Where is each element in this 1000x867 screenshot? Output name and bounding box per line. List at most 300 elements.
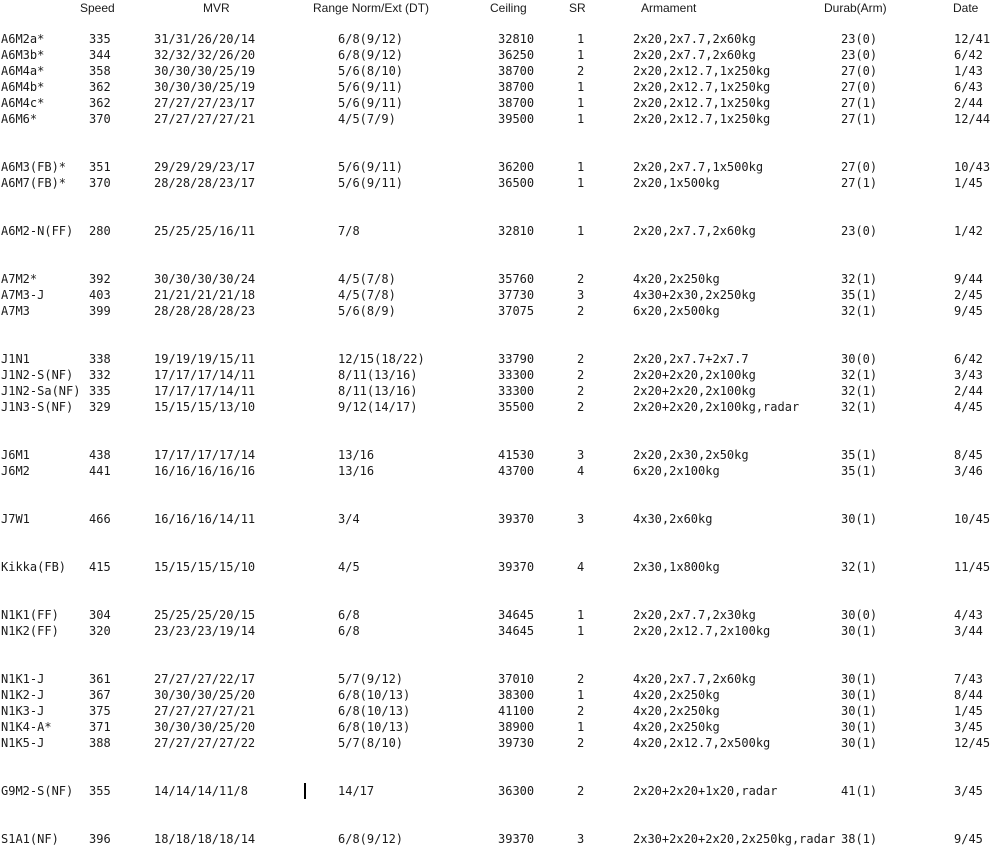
speed-value: 329 [89,400,111,414]
ceiling-value: 36500 [498,176,535,190]
ceiling-value: 37010 [498,672,535,686]
speed-value: 438 [89,448,111,462]
mvr-value: 17/17/17/14/11 [154,384,256,398]
aircraft-name: J1N2-Sa(NF) [1,384,81,398]
table-row [0,831,1000,847]
table-row [0,559,1000,575]
ceiling-value: 36250 [498,48,535,62]
armament-value: 2x20+2x20,2x100kg [633,384,756,398]
sr-value: 1 [577,608,585,622]
sr-value: 4 [577,464,585,478]
armament-value: 2x20,2x7.7,2x60kg [633,48,756,62]
range-value: 4/5 [338,560,360,574]
date-value: 9/45 [954,304,983,318]
range-value: 9/12(14/17) [338,400,418,414]
table-row [0,159,1000,175]
aircraft-name: A6M6* [1,112,38,126]
date-value: 3/43 [954,368,983,382]
speed-value: 280 [89,224,111,238]
speed-value: 396 [89,832,111,846]
date-value: 4/43 [954,608,983,622]
date-value: 2/44 [954,96,983,110]
ceiling-value: 39500 [498,112,535,126]
aircraft-name: S1A1(NF) [1,832,59,846]
mvr-value: 30/30/30/30/24 [154,272,256,286]
aircraft-name: J1N1 [1,352,30,366]
durability-value: 32(1) [841,304,878,318]
speed-value: 320 [89,624,111,638]
table-row [0,607,1000,623]
mvr-value: 27/27/27/27/21 [154,704,256,718]
speed-value: 338 [89,352,111,366]
header-sr: SR [569,1,586,15]
durability-value: 38(1) [841,832,878,846]
date-value: 6/42 [954,48,983,62]
durability-value: 27(1) [841,176,878,190]
table-row [0,447,1000,463]
header-date: Date [953,1,979,15]
durability-value: 35(1) [841,448,878,462]
range-value: 5/7(9/12) [338,672,404,686]
date-value: 1/45 [954,704,983,718]
date-value: 7/43 [954,672,983,686]
durability-value: 30(1) [841,512,878,526]
range-value: 5/6(8/9) [338,304,396,318]
mvr-value: 27/27/27/27/22 [154,736,256,750]
range-value: 5/6(9/11) [338,96,404,110]
range-value: 7/8 [338,224,360,238]
sr-value: 3 [577,288,585,302]
durability-value: 27(0) [841,80,878,94]
durability-value: 30(0) [841,352,878,366]
mvr-value: 30/30/30/25/20 [154,720,256,734]
speed-value: 344 [89,48,111,62]
speed-value: 335 [89,384,111,398]
sr-value: 2 [577,736,585,750]
table-row [0,719,1000,735]
mvr-value: 28/28/28/23/17 [154,176,256,190]
armament-value: 2x20,2x7.7,1x500kg [633,160,764,174]
ceiling-value: 36300 [498,784,535,798]
sr-value: 1 [577,80,585,94]
mvr-value: 30/30/30/25/20 [154,688,256,702]
durability-value: 30(1) [841,704,878,718]
ceiling-value: 38900 [498,720,535,734]
sr-value: 1 [577,48,585,62]
range-value: 8/11(13/16) [338,368,418,382]
speed-value: 355 [89,784,111,798]
armament-value: 2x20,2x7.7,2x30kg [633,608,756,622]
speed-value: 415 [89,560,111,574]
sr-value: 1 [577,176,585,190]
mvr-value: 30/30/30/25/19 [154,64,256,78]
speed-value: 332 [89,368,111,382]
range-value: 6/8(9/12) [338,832,404,846]
mvr-value: 15/15/15/13/10 [154,400,256,414]
range-value: 12/15(18/22) [338,352,425,366]
speed-value: 441 [89,464,111,478]
aircraft-name: N1K3-J [1,704,45,718]
mvr-value: 25/25/25/20/15 [154,608,256,622]
durability-value: 32(1) [841,368,878,382]
ceiling-value: 37075 [498,304,535,318]
aircraft-name: G9M2-S(NF) [1,784,74,798]
armament-value: 4x20,2x12.7,2x500kg [633,736,771,750]
table-row [0,303,1000,319]
ceiling-value: 38300 [498,688,535,702]
sr-value: 1 [577,624,585,638]
mvr-value: 19/19/19/15/11 [154,352,256,366]
table-row [0,623,1000,639]
aircraft-name: A6M2-N(FF) [1,224,74,238]
header-ceiling: Ceiling [490,1,527,15]
sr-value: 2 [577,64,585,78]
durability-value: 30(1) [841,624,878,638]
date-value: 2/45 [954,288,983,302]
ceiling-value: 39370 [498,832,535,846]
armament-value: 2x30+2x20+2x20,2x250kg,radar [633,832,836,846]
sr-value: 1 [577,720,585,734]
speed-value: 370 [89,176,111,190]
date-value: 11/45 [954,560,991,574]
armament-value: 2x30,1x800kg [633,560,720,574]
armament-value: 2x20+2x20,2x100kg,radar [633,400,800,414]
ceiling-value: 34645 [498,608,535,622]
aircraft-name: N1K2-J [1,688,45,702]
armament-value: 2x20,2x7.7,2x60kg [633,224,756,238]
header-mvr: MVR [203,1,230,15]
armament-value: 2x20,2x30,2x50kg [633,448,749,462]
header-durability: Durab(Arm) [824,1,887,15]
date-value: 3/45 [954,720,983,734]
sr-value: 1 [577,96,585,110]
armament-value: 6x20,2x500kg [633,304,720,318]
sr-value: 1 [577,32,585,46]
durability-value: 30(1) [841,736,878,750]
mvr-value: 23/23/23/19/14 [154,624,256,638]
sr-value: 1 [577,688,585,702]
sr-value: 2 [577,672,585,686]
ceiling-value: 36200 [498,160,535,174]
header-row [0,0,1000,16]
armament-value: 4x20,2x250kg [633,688,720,702]
range-value: 13/16 [338,464,375,478]
aircraft-name: A6M7(FB)* [1,176,67,190]
aircraft-name: Kikka(FB) [1,560,67,574]
ceiling-value: 39730 [498,736,535,750]
table-row [0,783,1000,799]
armament-value: 4x20,2x250kg [633,720,720,734]
date-value: 8/44 [954,688,983,702]
durability-value: 32(1) [841,560,878,574]
header-speed: Speed [80,1,115,15]
date-value: 10/43 [954,160,991,174]
durability-value: 30(1) [841,672,878,686]
range-value: 6/8 [338,608,360,622]
ceiling-value: 38700 [498,64,535,78]
sr-value: 2 [577,272,585,286]
speed-value: 371 [89,720,111,734]
ceiling-value: 41100 [498,704,535,718]
table-row [0,63,1000,79]
armament-value: 2x20,2x7.7+2x7.7 [633,352,749,366]
speed-value: 304 [89,608,111,622]
date-value: 8/45 [954,448,983,462]
mvr-value: 27/27/27/23/17 [154,96,256,110]
range-value: 5/7(8/10) [338,736,404,750]
armament-value: 2x20,1x500kg [633,176,720,190]
speed-value: 399 [89,304,111,318]
durability-value: 32(1) [841,384,878,398]
aircraft-name: J6M1 [1,448,30,462]
ceiling-value: 38700 [498,80,535,94]
armament-value: 2x20,2x12.7,1x250kg [633,80,771,94]
date-value: 3/45 [954,784,983,798]
durability-value: 35(1) [841,464,878,478]
date-value: 10/45 [954,512,991,526]
armament-value: 2x20,2x7.7,2x60kg [633,32,756,46]
speed-value: 375 [89,704,111,718]
ceiling-value: 32810 [498,224,535,238]
range-value: 13/16 [338,448,375,462]
aircraft-name: A7M2* [1,272,38,286]
durability-value: 30(0) [841,608,878,622]
speed-value: 370 [89,112,111,126]
range-value: 6/8(9/12) [338,32,404,46]
aircraft-name: N1K1-J [1,672,45,686]
armament-value: 4x20,2x250kg [633,704,720,718]
table-row [0,175,1000,191]
speed-value: 367 [89,688,111,702]
date-value: 6/43 [954,80,983,94]
armament-value: 4x30,2x60kg [633,512,713,526]
mvr-value: 17/17/17/14/11 [154,368,256,382]
range-value: 6/8 [338,624,360,638]
aircraft-name: J6M2 [1,464,30,478]
range-value: 8/11(13/16) [338,384,418,398]
aircraft-name: A6M4b* [1,80,45,94]
range-value: 3/4 [338,512,360,526]
range-value: 5/6(9/11) [338,176,404,190]
durability-value: 27(1) [841,96,878,110]
date-value: 9/45 [954,832,983,846]
mvr-value: 27/27/27/22/17 [154,672,256,686]
armament-value: 2x20+2x20,2x100kg [633,368,756,382]
armament-value: 2x20,2x12.7,1x250kg [633,96,771,110]
mvr-value: 16/16/16/16/16 [154,464,256,478]
speed-value: 361 [89,672,111,686]
ceiling-value: 34645 [498,624,535,638]
table-row [0,511,1000,527]
range-value: 6/8(10/13) [338,720,411,734]
durability-value: 27(0) [841,160,878,174]
aircraft-name: N1K4-A* [1,720,52,734]
durability-value: 23(0) [841,224,878,238]
table-row [0,95,1000,111]
mvr-value: 14/14/14/11/8 [154,784,248,798]
ceiling-value: 35500 [498,400,535,414]
speed-value: 358 [89,64,111,78]
aircraft-name: N1K1(FF) [1,608,59,622]
date-value: 4/45 [954,400,983,414]
durability-value: 23(0) [841,48,878,62]
armament-value: 2x20,2x12.7,2x100kg [633,624,771,638]
durability-value: 32(1) [841,272,878,286]
range-value: 6/8(10/13) [338,704,411,718]
table-row [0,687,1000,703]
table-row [0,223,1000,239]
sr-value: 1 [577,224,585,238]
ceiling-value: 33790 [498,352,535,366]
sr-value: 2 [577,400,585,414]
durability-value: 23(0) [841,32,878,46]
aircraft-name: J1N2-S(NF) [1,368,74,382]
armament-value: 2x20,2x12.7,1x250kg [633,64,771,78]
speed-value: 466 [89,512,111,526]
durability-value: 27(0) [841,64,878,78]
table-row [0,671,1000,687]
speed-value: 392 [89,272,111,286]
mvr-value: 27/27/27/27/21 [154,112,256,126]
table-row [0,111,1000,127]
durability-value: 32(1) [841,400,878,414]
speed-value: 403 [89,288,111,302]
date-value: 12/41 [954,32,991,46]
aircraft-name: A6M3(FB)* [1,160,67,174]
mvr-value: 32/32/32/26/20 [154,48,256,62]
aircraft-name: N1K2(FF) [1,624,59,638]
aircraft-name: A6M4a* [1,64,45,78]
table-row [0,31,1000,47]
armament-value: 6x20,2x100kg [633,464,720,478]
armament-value: 2x20,2x12.7,1x250kg [633,112,771,126]
date-value: 6/42 [954,352,983,366]
table-row [0,463,1000,479]
table-row [0,399,1000,415]
sr-value: 3 [577,512,585,526]
ceiling-value: 41530 [498,448,535,462]
date-value: 1/43 [954,64,983,78]
ceiling-value: 37730 [498,288,535,302]
aircraft-name: A7M3-J [1,288,45,302]
text-cursor [304,783,306,799]
speed-value: 362 [89,80,111,94]
speed-value: 388 [89,736,111,750]
aircraft-name: N1K5-J [1,736,45,750]
durability-value: 41(1) [841,784,878,798]
header-range: Range Norm/Ext (DT) [313,1,430,15]
ceiling-value: 33300 [498,368,535,382]
date-value: 1/45 [954,176,983,190]
durability-value: 30(1) [841,688,878,702]
speed-value: 362 [89,96,111,110]
table-row [0,703,1000,719]
table-row [0,383,1000,399]
range-value: 6/8(9/12) [338,48,404,62]
table-row [0,79,1000,95]
mvr-value: 28/28/28/28/23 [154,304,256,318]
sr-value: 2 [577,352,585,366]
armament-value: 4x20,2x7.7,2x60kg [633,672,756,686]
armament-value: 4x30+2x30,2x250kg [633,288,756,302]
mvr-value: 29/29/29/23/17 [154,160,256,174]
armament-value: 2x20+2x20+1x20,radar [633,784,778,798]
range-value: 4/5(7/8) [338,272,396,286]
range-value: 6/8(10/13) [338,688,411,702]
aircraft-name: A7M3 [1,304,30,318]
sr-value: 2 [577,704,585,718]
sr-value: 2 [577,368,585,382]
mvr-value: 31/31/26/20/14 [154,32,256,46]
date-value: 9/44 [954,272,983,286]
mvr-value: 25/25/25/16/11 [154,224,256,238]
aircraft-name: J1N3-S(NF) [1,400,74,414]
ceiling-value: 35760 [498,272,535,286]
range-value: 5/6(8/10) [338,64,404,78]
sr-value: 1 [577,160,585,174]
table-row [0,735,1000,751]
range-value: 5/6(9/11) [338,160,404,174]
table-row [0,271,1000,287]
aircraft-name: A6M4c* [1,96,45,110]
sr-value: 1 [577,112,585,126]
mvr-value: 21/21/21/21/18 [154,288,256,302]
mvr-value: 30/30/30/25/19 [154,80,256,94]
table-row [0,287,1000,303]
aircraft-name: A6M3b* [1,48,45,62]
ceiling-value: 32810 [498,32,535,46]
header-armament: Armament [641,1,697,15]
range-value: 4/5(7/9) [338,112,396,126]
mvr-value: 16/16/16/14/11 [154,512,256,526]
range-value: 5/6(9/11) [338,80,404,94]
sr-value: 2 [577,304,585,318]
sr-value: 4 [577,560,585,574]
ceiling-value: 43700 [498,464,535,478]
armament-value: 4x20,2x250kg [633,272,720,286]
date-value: 2/44 [954,384,983,398]
ceiling-value: 39370 [498,560,535,574]
ceiling-value: 38700 [498,96,535,110]
date-value: 12/44 [954,112,991,126]
mvr-value: 18/18/18/18/14 [154,832,256,846]
sr-value: 3 [577,448,585,462]
durability-value: 30(1) [841,720,878,734]
mvr-value: 17/17/17/17/14 [154,448,256,462]
date-value: 1/42 [954,224,983,238]
mvr-value: 15/15/15/15/10 [154,560,256,574]
date-value: 3/44 [954,624,983,638]
speed-value: 351 [89,160,111,174]
sr-value: 2 [577,384,585,398]
table-row [0,47,1000,63]
sr-value: 2 [577,784,585,798]
table-row [0,367,1000,383]
durability-value: 35(1) [841,288,878,302]
range-value: 4/5(7/8) [338,288,396,302]
aircraft-name: J7W1 [1,512,30,526]
ceiling-value: 33300 [498,384,535,398]
date-value: 12/45 [954,736,991,750]
aircraft-name: A6M2a* [1,32,45,46]
durability-value: 27(1) [841,112,878,126]
sr-value: 3 [577,832,585,846]
range-value: 14/17 [338,784,375,798]
table-row [0,351,1000,367]
ceiling-value: 39370 [498,512,535,526]
speed-value: 335 [89,32,111,46]
date-value: 3/46 [954,464,983,478]
